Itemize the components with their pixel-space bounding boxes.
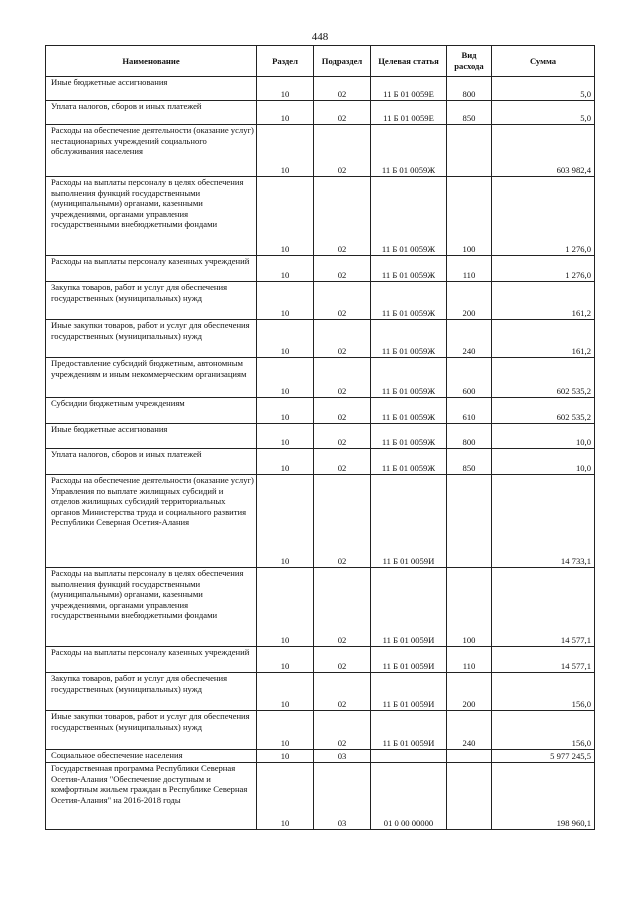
row-name: Иные закупки товаров, работ и услуг для обеспечения государственных (муниципальных) нужд <box>46 711 257 750</box>
table-row <box>46 647 595 673</box>
row-section: 10 <box>257 358 314 398</box>
row-type <box>447 475 492 568</box>
row-type <box>447 763 492 830</box>
table-header-row <box>46 46 595 77</box>
table-row <box>46 424 595 449</box>
row-sum: 14 577,1 <box>492 568 595 647</box>
row-target: 11 Б 01 0059Ж <box>371 256 447 282</box>
row-sum: 161,2 <box>492 282 595 320</box>
row-target: 11 Б 01 0059Ж <box>371 177 447 256</box>
row-name: Закупка товаров, работ и услуг для обеспечения государственных (муниципальных) нужд <box>46 282 257 320</box>
row-type: 600 <box>447 358 492 398</box>
row-name: Уплата налогов, сборов и иных платежей <box>46 101 257 125</box>
row-type: 200 <box>447 282 492 320</box>
row-subsection: 02 <box>314 282 371 320</box>
row-name: Иные бюджетные ассигнования <box>46 77 257 101</box>
row-subsection: 02 <box>314 101 371 125</box>
table-row <box>46 475 595 568</box>
row-sum: 1 276,0 <box>492 177 595 256</box>
row-subsection: 02 <box>314 177 371 256</box>
row-sum: 1 276,0 <box>492 256 595 282</box>
row-sum: 5,0 <box>492 101 595 125</box>
row-subsection: 02 <box>314 256 371 282</box>
row-type: 850 <box>447 101 492 125</box>
row-target: 11 Б 01 0059Ж <box>371 358 447 398</box>
row-type <box>447 750 492 763</box>
row-sum: 161,2 <box>492 320 595 358</box>
row-name: Расходы на выплаты персоналу казенных учреждений <box>46 256 257 282</box>
row-subsection: 02 <box>314 358 371 398</box>
table-row <box>46 568 595 647</box>
table-row <box>46 77 595 101</box>
row-sum: 603 982,4 <box>492 125 595 177</box>
row-subsection: 02 <box>314 398 371 424</box>
row-sum: 14 577,1 <box>492 647 595 673</box>
header-subsection: Подраздел <box>314 46 371 77</box>
row-subsection: 03 <box>314 763 371 830</box>
row-type: 110 <box>447 256 492 282</box>
header-target: Целевая статья <box>371 46 447 77</box>
row-sum: 10,0 <box>492 424 595 449</box>
row-sum: 602 535,2 <box>492 358 595 398</box>
row-section: 10 <box>257 750 314 763</box>
row-section: 10 <box>257 647 314 673</box>
row-name: Социальное обеспечение населения <box>46 750 257 763</box>
row-sum: 156,0 <box>492 673 595 711</box>
row-section: 10 <box>257 449 314 475</box>
row-target: 11 Б 01 0059Ж <box>371 320 447 358</box>
table-row <box>46 177 595 256</box>
row-subsection: 03 <box>314 750 371 763</box>
row-subsection: 02 <box>314 568 371 647</box>
row-name: Расходы на выплаты персоналу в целях обеспечения выполнения функций государственными (муниципальными) органами, казенными учреждениями, органами управления государственными внебюджетными фондами <box>46 568 257 647</box>
row-name: Предоставление субсидий бюджетным, автономным учреждениям и иным некоммерческим организациям <box>46 358 257 398</box>
row-type: 200 <box>447 673 492 711</box>
row-target: 11 Б 01 0059И <box>371 647 447 673</box>
row-target: 11 Б 01 0059Ж <box>371 398 447 424</box>
row-subsection: 02 <box>314 77 371 101</box>
row-sum: 602 535,2 <box>492 398 595 424</box>
row-type: 110 <box>447 647 492 673</box>
row-name: Расходы на обеспечение деятельности (оказание услуг) Управления по выплате жилищных субсидий и отделов жилищных субсидий территориальных органов Министерства труда и социального развития Республики Северная Осетия-Алания <box>46 475 257 568</box>
row-section: 10 <box>257 320 314 358</box>
table-row <box>46 282 595 320</box>
row-section: 10 <box>257 398 314 424</box>
row-type: 800 <box>447 424 492 449</box>
row-section: 10 <box>257 282 314 320</box>
row-section: 10 <box>257 125 314 177</box>
row-type: 240 <box>447 711 492 750</box>
row-target: 11 Б 01 0059Е <box>371 101 447 125</box>
table-row <box>46 358 595 398</box>
row-sum: 14 733,1 <box>492 475 595 568</box>
row-sum: 156,0 <box>492 711 595 750</box>
row-section: 10 <box>257 177 314 256</box>
table-row <box>46 449 595 475</box>
row-target: 11 Б 01 0059И <box>371 568 447 647</box>
table-row <box>46 711 595 750</box>
row-type: 610 <box>447 398 492 424</box>
row-target: 01 0 00 00000 <box>371 763 447 830</box>
row-subsection: 02 <box>314 475 371 568</box>
row-sum: 198 960,1 <box>492 763 595 830</box>
row-name: Государственная программа Республики Северная Осетия-Алания "Обеспечение доступным и комфортным жильем граждан в Республике Северная Осетия-Алания" на 2016-2018 годы <box>46 763 257 830</box>
row-name: Закупка товаров, работ и услуг для обеспечения государственных (муниципальных) нужд <box>46 673 257 711</box>
row-target: 11 Б 01 0059Ж <box>371 125 447 177</box>
row-name: Иные бюджетные ассигнования <box>46 424 257 449</box>
row-name: Расходы на выплаты персоналу в целях обеспечения выполнения функций государственными (муниципальными) органами, казенными учреждениями, органами управления государственными внебюджетными фондами <box>46 177 257 256</box>
row-type: 100 <box>447 568 492 647</box>
row-section: 10 <box>257 101 314 125</box>
table-row <box>46 320 595 358</box>
row-target: 11 Б 01 0059Е <box>371 77 447 101</box>
row-section: 10 <box>257 77 314 101</box>
row-name: Расходы на обеспечение деятельности (оказание услуг) нестационарных учреждений социального обслуживания населения <box>46 125 257 177</box>
row-target: 11 Б 01 0059И <box>371 475 447 568</box>
row-name: Иные закупки товаров, работ и услуг для обеспечения государственных (муниципальных) нужд <box>46 320 257 358</box>
row-target: 11 Б 01 0059Ж <box>371 449 447 475</box>
row-target: 11 Б 01 0059Ж <box>371 282 447 320</box>
row-sum: 10,0 <box>492 449 595 475</box>
row-subsection: 02 <box>314 125 371 177</box>
table-row <box>46 101 595 125</box>
row-target <box>371 750 447 763</box>
table-row <box>46 256 595 282</box>
row-type: 240 <box>447 320 492 358</box>
row-subsection: 02 <box>314 424 371 449</box>
header-type: Вид расхода <box>447 46 492 77</box>
row-name: Субсидии бюджетным учреждениям <box>46 398 257 424</box>
row-target: 11 Б 01 0059И <box>371 711 447 750</box>
row-section: 10 <box>257 256 314 282</box>
row-type <box>447 125 492 177</box>
table-row <box>46 398 595 424</box>
page-number: 448 <box>311 31 329 43</box>
row-subsection: 02 <box>314 320 371 358</box>
table-row <box>46 125 595 177</box>
row-section: 10 <box>257 711 314 750</box>
row-section: 10 <box>257 475 314 568</box>
table-row <box>46 673 595 711</box>
row-section: 10 <box>257 763 314 830</box>
row-name: Уплата налогов, сборов и иных платежей <box>46 449 257 475</box>
table-row <box>46 763 595 830</box>
row-type: 100 <box>447 177 492 256</box>
row-subsection: 02 <box>314 647 371 673</box>
row-subsection: 02 <box>314 449 371 475</box>
row-sum: 5 977 245,5 <box>492 750 595 763</box>
table-row <box>46 750 595 763</box>
budget-table <box>45 45 595 830</box>
row-type: 850 <box>447 449 492 475</box>
header-name: Наименование <box>46 46 257 77</box>
row-type: 800 <box>447 77 492 101</box>
row-name: Расходы на выплаты персоналу казенных учреждений <box>46 647 257 673</box>
row-target: 11 Б 01 0059Ж <box>371 424 447 449</box>
row-target: 11 Б 01 0059И <box>371 673 447 711</box>
row-sum: 5,0 <box>492 77 595 101</box>
row-section: 10 <box>257 424 314 449</box>
row-section: 10 <box>257 568 314 647</box>
header-section: Раздел <box>257 46 314 77</box>
row-section: 10 <box>257 673 314 711</box>
header-sum: Сумма <box>492 46 595 77</box>
row-subsection: 02 <box>314 711 371 750</box>
row-subsection: 02 <box>314 673 371 711</box>
